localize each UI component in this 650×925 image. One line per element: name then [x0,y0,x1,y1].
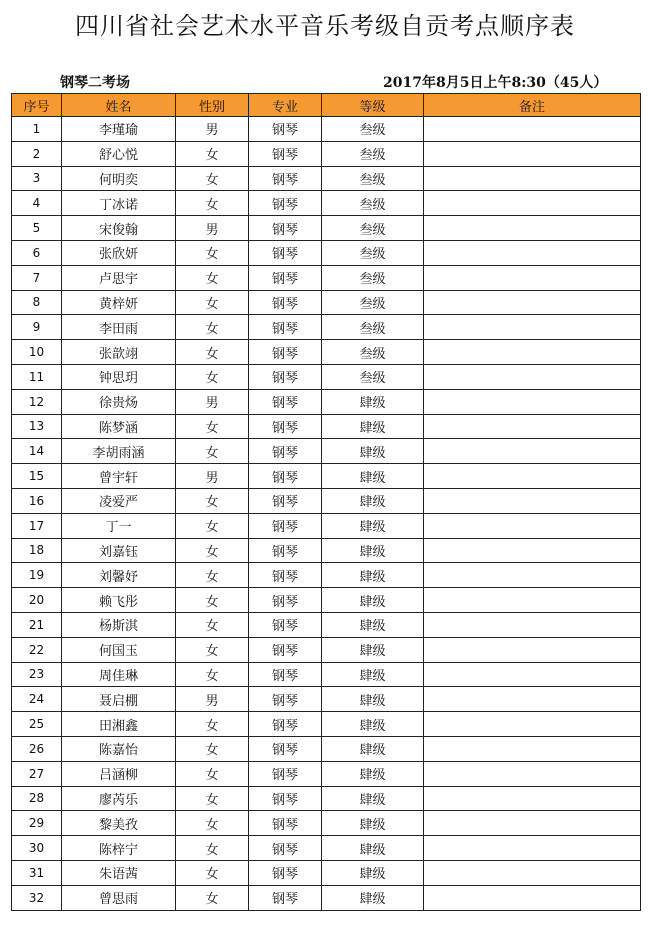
cell-remarks [424,811,641,836]
cell-major: 钢琴 [249,761,322,786]
cell-name: 李瑾瑜 [62,117,176,142]
cell-level: 肆级 [322,538,424,563]
cell-name: 舒心悦 [62,141,176,166]
cell-major: 钢琴 [249,166,322,191]
table-row [12,563,641,588]
cell-gender: 女 [176,364,249,389]
cell-name: 陈梓宁 [62,836,176,861]
table-row [12,538,641,563]
cell-name: 宋俊翰 [62,216,176,241]
cell-remarks [424,637,641,662]
cell-major: 钢琴 [249,612,322,637]
cell-gender: 女 [176,290,249,315]
cell-gender: 男 [176,389,249,414]
cell-seq: 1 [12,117,62,142]
cell-remarks [424,885,641,910]
cell-level: 肆级 [322,414,424,439]
cell-level: 肆级 [322,687,424,712]
cell-major: 钢琴 [249,712,322,737]
table-row [12,513,641,538]
page-title: 四川省社会艺术水平音乐考级自贡考点顺序表 [75,12,575,40]
cell-seq: 15 [12,464,62,489]
cell-level: 肆级 [322,389,424,414]
cell-gender: 女 [176,414,249,439]
cell-name: 曾宇轩 [62,464,176,489]
cell-remarks [424,712,641,737]
table-row [12,761,641,786]
cell-level: 叁级 [322,340,424,365]
cell-major: 钢琴 [249,588,322,613]
cell-major: 钢琴 [249,315,322,340]
cell-remarks [424,786,641,811]
table-row [12,588,641,613]
cell-name: 钟思玥 [62,364,176,389]
cell-level: 叁级 [322,166,424,191]
cell-remarks [424,836,641,861]
cell-seq: 23 [12,662,62,687]
cell-major: 钢琴 [249,662,322,687]
table-row [12,736,641,761]
cell-major: 钢琴 [249,786,322,811]
cell-major: 钢琴 [249,860,322,885]
cell-gender: 女 [176,340,249,365]
table-row [12,216,641,241]
table-row [12,712,641,737]
cell-major: 钢琴 [249,290,322,315]
table-row [12,439,641,464]
cell-remarks [424,588,641,613]
cell-remarks [424,860,641,885]
cell-remarks [424,117,641,142]
cell-seq: 26 [12,736,62,761]
table-row [12,488,641,513]
table-row [12,885,641,910]
cell-level: 叁级 [322,364,424,389]
cell-level: 肆级 [322,761,424,786]
cell-remarks [424,538,641,563]
exam-room-label: 钢琴二考场 [60,75,130,91]
cell-name: 何明奕 [62,166,176,191]
cell-name: 陈嘉怡 [62,736,176,761]
cell-remarks [424,364,641,389]
cell-seq: 12 [12,389,62,414]
table-row [12,240,641,265]
cell-major: 钢琴 [249,836,322,861]
cell-seq: 21 [12,612,62,637]
header-seq: 序号 [12,94,62,117]
cell-gender: 女 [176,488,249,513]
cell-seq: 29 [12,811,62,836]
table-row [12,637,641,662]
cell-name: 朱语茜 [62,860,176,885]
table-row [12,612,641,637]
cell-remarks [424,216,641,241]
cell-major: 钢琴 [249,488,322,513]
cell-seq: 17 [12,513,62,538]
cell-name: 黄梓妍 [62,290,176,315]
table-row [12,836,641,861]
cell-remarks [424,191,641,216]
cell-gender: 女 [176,439,249,464]
cell-name: 何国玉 [62,637,176,662]
cell-seq: 31 [12,860,62,885]
cell-remarks [424,414,641,439]
cell-remarks [424,488,641,513]
cell-gender: 女 [176,563,249,588]
cell-major: 钢琴 [249,885,322,910]
cell-remarks [424,687,641,712]
header-major: 专业 [249,94,322,117]
cell-level: 叁级 [322,265,424,290]
cell-seq: 8 [12,290,62,315]
cell-seq: 7 [12,265,62,290]
cell-level: 肆级 [322,513,424,538]
cell-level: 肆级 [322,811,424,836]
cell-name: 杨斯淇 [62,612,176,637]
cell-gender: 女 [176,885,249,910]
cell-level: 叁级 [322,141,424,166]
cell-level: 肆级 [322,736,424,761]
table-row [12,414,641,439]
cell-seq: 16 [12,488,62,513]
cell-major: 钢琴 [249,563,322,588]
header-name: 姓名 [62,94,176,117]
cell-gender: 女 [176,712,249,737]
cell-remarks [424,290,641,315]
table-body [12,117,641,911]
header-level: 等级 [322,94,424,117]
cell-major: 钢琴 [249,389,322,414]
cell-gender: 女 [176,240,249,265]
cell-level: 肆级 [322,563,424,588]
cell-gender: 女 [176,315,249,340]
cell-name: 周佳琳 [62,662,176,687]
cell-name: 田湘鑫 [62,712,176,737]
cell-seq: 20 [12,588,62,613]
cell-gender: 男 [176,464,249,489]
cell-gender: 女 [176,662,249,687]
exam-order-table [11,93,641,911]
cell-level: 叁级 [322,240,424,265]
cell-name: 李田雨 [62,315,176,340]
cell-seq: 32 [12,885,62,910]
cell-remarks [424,662,641,687]
table-row [12,290,641,315]
cell-major: 钢琴 [249,364,322,389]
cell-name: 徐贵炀 [62,389,176,414]
cell-gender: 女 [176,637,249,662]
cell-seq: 27 [12,761,62,786]
cell-seq: 18 [12,538,62,563]
table-header-row [12,94,641,117]
cell-level: 叁级 [322,290,424,315]
cell-major: 钢琴 [249,538,322,563]
cell-major: 钢琴 [249,191,322,216]
table-row [12,265,641,290]
cell-level: 肆级 [322,885,424,910]
cell-seq: 6 [12,240,62,265]
cell-major: 钢琴 [249,265,322,290]
cell-name: 刘馨妤 [62,563,176,588]
cell-seq: 4 [12,191,62,216]
cell-level: 肆级 [322,836,424,861]
table-row [12,860,641,885]
cell-level: 肆级 [322,488,424,513]
cell-remarks [424,761,641,786]
exam-datetime: 2017年8月5日上午8:30（45人） [383,75,608,91]
cell-name: 丁冰诺 [62,191,176,216]
cell-name: 陈梦涵 [62,414,176,439]
cell-seq: 28 [12,786,62,811]
cell-level: 叁级 [322,315,424,340]
cell-major: 钢琴 [249,117,322,142]
cell-seq: 5 [12,216,62,241]
cell-level: 叁级 [322,216,424,241]
cell-gender: 男 [176,117,249,142]
cell-major: 钢琴 [249,240,322,265]
cell-seq: 11 [12,364,62,389]
cell-major: 钢琴 [249,464,322,489]
cell-seq: 22 [12,637,62,662]
cell-major: 钢琴 [249,513,322,538]
table-row [12,389,641,414]
cell-gender: 女 [176,588,249,613]
cell-gender: 女 [176,761,249,786]
cell-level: 肆级 [322,860,424,885]
cell-major: 钢琴 [249,736,322,761]
table-row [12,687,641,712]
table-row [12,786,641,811]
cell-major: 钢琴 [249,414,322,439]
cell-gender: 女 [176,141,249,166]
cell-name: 聂启棚 [62,687,176,712]
cell-remarks [424,141,641,166]
cell-level: 肆级 [322,712,424,737]
cell-level: 肆级 [322,637,424,662]
header-gender: 性别 [176,94,249,117]
cell-gender: 女 [176,860,249,885]
cell-gender: 男 [176,687,249,712]
cell-seq: 25 [12,712,62,737]
table-row [12,315,641,340]
cell-gender: 女 [176,191,249,216]
cell-remarks [424,513,641,538]
cell-seq: 13 [12,414,62,439]
cell-major: 钢琴 [249,340,322,365]
cell-remarks [424,340,641,365]
cell-name: 廖芮乐 [62,786,176,811]
cell-seq: 14 [12,439,62,464]
cell-gender: 女 [176,538,249,563]
cell-level: 肆级 [322,588,424,613]
cell-seq: 19 [12,563,62,588]
cell-level: 肆级 [322,464,424,489]
cell-level: 肆级 [322,662,424,687]
cell-gender: 女 [176,836,249,861]
cell-seq: 3 [12,166,62,191]
cell-major: 钢琴 [249,687,322,712]
cell-name: 李胡雨涵 [62,439,176,464]
cell-name: 卢思宇 [62,265,176,290]
table-row [12,141,641,166]
table-row [12,464,641,489]
cell-gender: 女 [176,265,249,290]
cell-level: 叁级 [322,117,424,142]
cell-level: 肆级 [322,786,424,811]
table-row [12,340,641,365]
cell-gender: 女 [176,736,249,761]
cell-name: 吕涵柳 [62,761,176,786]
cell-name: 张欣妍 [62,240,176,265]
cell-name: 张歆翊 [62,340,176,365]
cell-seq: 10 [12,340,62,365]
cell-seq: 24 [12,687,62,712]
cell-remarks [424,315,641,340]
cell-major: 钢琴 [249,811,322,836]
header-remarks: 备注 [424,94,641,117]
cell-gender: 男 [176,216,249,241]
cell-level: 肆级 [322,612,424,637]
cell-remarks [424,563,641,588]
table-row [12,166,641,191]
table-row [12,811,641,836]
table-row [12,364,641,389]
cell-major: 钢琴 [249,439,322,464]
cell-name: 赖飞彤 [62,588,176,613]
cell-name: 曾思雨 [62,885,176,910]
cell-remarks [424,265,641,290]
table-row [12,191,641,216]
cell-seq: 9 [12,315,62,340]
cell-level: 肆级 [322,439,424,464]
cell-remarks [424,612,641,637]
cell-remarks [424,166,641,191]
cell-seq: 30 [12,836,62,861]
cell-major: 钢琴 [249,216,322,241]
cell-remarks [424,736,641,761]
table-row [12,662,641,687]
table-row [12,117,641,142]
cell-remarks [424,439,641,464]
cell-gender: 女 [176,166,249,191]
cell-remarks [424,240,641,265]
cell-remarks [424,389,641,414]
cell-major: 钢琴 [249,637,322,662]
cell-gender: 女 [176,811,249,836]
cell-remarks [424,464,641,489]
cell-name: 黎美孜 [62,811,176,836]
cell-level: 叁级 [322,191,424,216]
cell-gender: 女 [176,513,249,538]
cell-seq: 2 [12,141,62,166]
cell-name: 刘嘉钰 [62,538,176,563]
cell-gender: 女 [176,612,249,637]
cell-name: 丁一 [62,513,176,538]
cell-major: 钢琴 [249,141,322,166]
cell-gender: 女 [176,786,249,811]
cell-name: 凌爱严 [62,488,176,513]
